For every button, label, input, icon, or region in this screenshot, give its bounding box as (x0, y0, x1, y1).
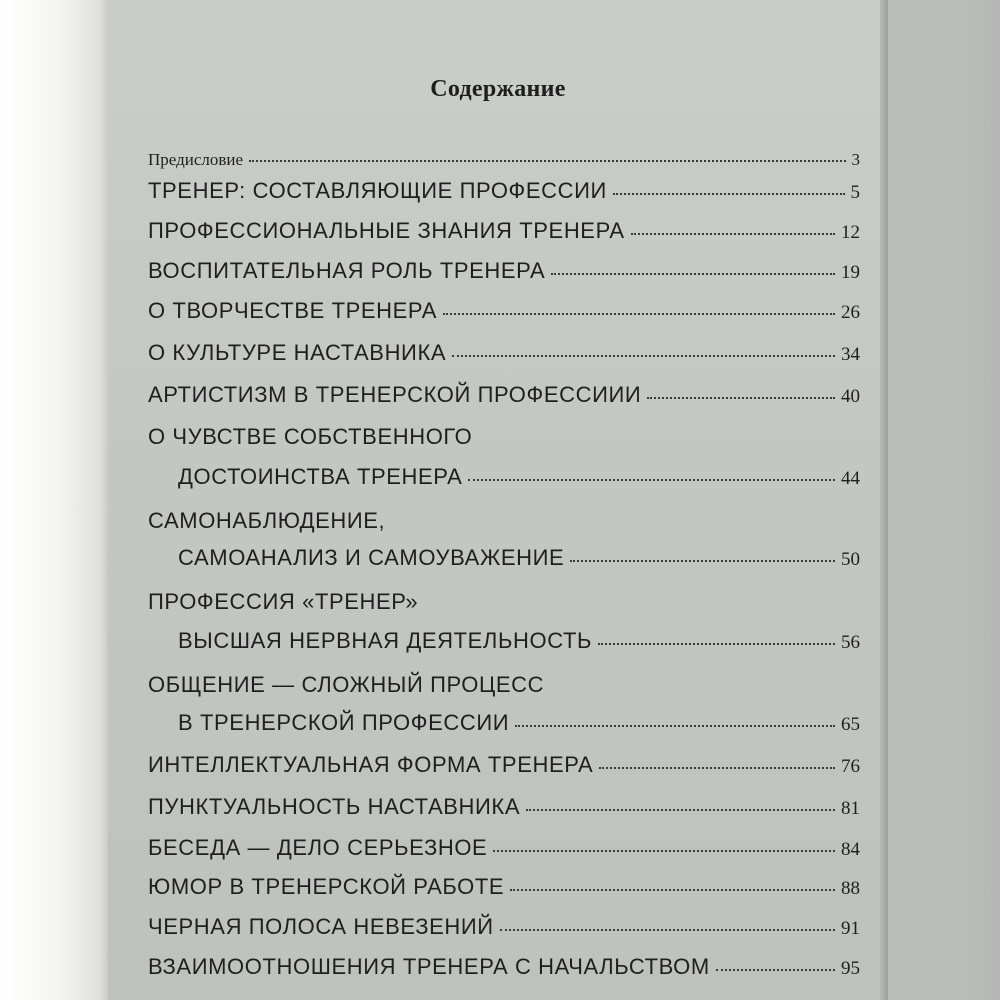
toc-entry-page: 34 (841, 344, 860, 365)
toc-entry-label: В ТРЕНЕРСКОЙ ПРОФЕССИИ (178, 710, 510, 735)
toc-entry-page: 50 (841, 549, 860, 570)
dot-leader (515, 724, 835, 727)
toc-entry (148, 835, 860, 861)
toc-entry-page: 88 (841, 878, 860, 899)
page-edge (880, 0, 888, 1000)
toc-entry-label: ЧЕРНАЯ ПОЛОСА НЕВЕЗЕНИЙ (148, 914, 494, 939)
toc-entry-page: 5 (850, 182, 860, 203)
toc-entry-label: ВОСПИТАТЕЛЬНАЯ РОЛЬ ТРЕНЕРА (148, 258, 546, 283)
toc-entry-label: О ТВОРЧЕСТВЕ ТРЕНЕРА (148, 298, 438, 323)
dot-leader (500, 928, 835, 931)
dot-leader (443, 312, 835, 315)
toc-entry-label: ВЗАИМООТНОШЕНИЯ ТРЕНЕРА С НАЧАЛЬСТВОМ (148, 954, 710, 979)
toc-entry-label: БЕСЕДА — ДЕЛО СЕРЬЕЗНОЕ (148, 835, 488, 860)
dot-leader (249, 159, 845, 162)
toc-entry-line1 (148, 589, 860, 615)
toc-entry-line2 (178, 464, 860, 490)
toc-entry (148, 178, 860, 204)
dot-leader (570, 559, 835, 562)
toc-title: Содержание (430, 76, 566, 102)
dot-leader (613, 192, 845, 195)
toc-entry-label: ТРЕНЕР: СОСТАВЛЯЮЩИЕ ПРОФЕССИИ (148, 178, 607, 203)
toc-entry (148, 340, 860, 366)
toc-entry (148, 258, 860, 284)
toc-entry-line1 (148, 672, 860, 698)
toc-entry-page: 3 (851, 150, 860, 169)
toc-entry (148, 954, 860, 980)
toc-entry-label: САМОНАБЛЮДЕНИЕ, (148, 508, 386, 533)
dot-leader (493, 849, 835, 852)
toc-entry-line1 (148, 508, 860, 534)
toc-entry-line2 (178, 710, 860, 736)
dot-leader (598, 642, 835, 645)
toc-entry-label: ВЫСШАЯ НЕРВНАЯ ДЕЯТЕЛЬНОСТЬ (178, 628, 593, 653)
toc-entry-label: Предисловие (148, 150, 244, 169)
dot-leader (452, 354, 835, 357)
toc-entry-page: 19 (841, 262, 860, 283)
toc-entry-foreword (148, 150, 860, 170)
toc-entry-page: 95 (841, 958, 860, 979)
dot-leader (551, 272, 835, 275)
toc-entry-label: ИНТЕЛЛЕКТУАЛЬНАЯ ФОРМА ТРЕНЕРА (148, 752, 594, 777)
toc-entry (148, 874, 860, 900)
toc-entry-page: 26 (841, 302, 860, 323)
toc-entry-label: АРТИСТИЗМ В ТРЕНЕРСКОЙ ПРОФЕССИИИ (148, 382, 642, 407)
dot-leader (647, 396, 835, 399)
toc-entry-page: 84 (841, 839, 860, 860)
toc-entry-page: 12 (841, 222, 860, 243)
toc-entry (148, 914, 860, 940)
toc-entry-page: 76 (841, 756, 860, 777)
toc-entry-page: 81 (841, 798, 860, 819)
toc-entry (148, 752, 860, 778)
toc-entry (148, 794, 860, 820)
toc-entry-line2 (178, 628, 860, 654)
toc-entry-page: 40 (841, 386, 860, 407)
toc-entry-page: 44 (841, 468, 860, 489)
toc-entry (148, 218, 860, 244)
dot-leader (631, 232, 835, 235)
toc-entry-label: САМОАНАЛИЗ И САМОУВАЖЕНИЕ (178, 545, 565, 570)
toc-entry-label: ПУНКТУАЛЬНОСТЬ НАСТАВНИКА (148, 794, 521, 819)
toc-entry-label: ПРОФЕССИОНАЛЬНЫЕ ЗНАНИЯ ТРЕНЕРА (148, 218, 625, 243)
dot-leader (510, 888, 835, 891)
toc-entry-label: О ЧУВСТВЕ СОБСТВЕННОГО (148, 424, 473, 449)
dot-leader (716, 968, 835, 971)
toc-entry-page: 56 (841, 632, 860, 653)
toc-entry-page: 91 (841, 918, 860, 939)
toc-entry-line2 (178, 545, 860, 571)
toc-entry-label: О КУЛЬТУРЕ НАСТАВНИКА (148, 340, 447, 365)
toc-entry-label: ДОСТОИНСТВА ТРЕНЕРА (178, 464, 463, 489)
toc-entry-line1 (148, 424, 860, 450)
toc-entry (148, 298, 860, 324)
toc-entry-label: ОБЩЕНИЕ — СЛОЖНЫЙ ПРОЦЕСС (148, 672, 545, 697)
toc-entry-label: ПРОФЕССИЯ «ТРЕНЕР» (148, 589, 419, 614)
dot-leader (599, 766, 835, 769)
dot-leader (468, 478, 835, 481)
toc-entry-page: 65 (841, 714, 860, 735)
toc-entry (148, 382, 860, 408)
toc-entry-label: ЮМОР В ТРЕНЕРСКОЙ РАБОТЕ (148, 874, 505, 899)
dot-leader (526, 808, 835, 811)
